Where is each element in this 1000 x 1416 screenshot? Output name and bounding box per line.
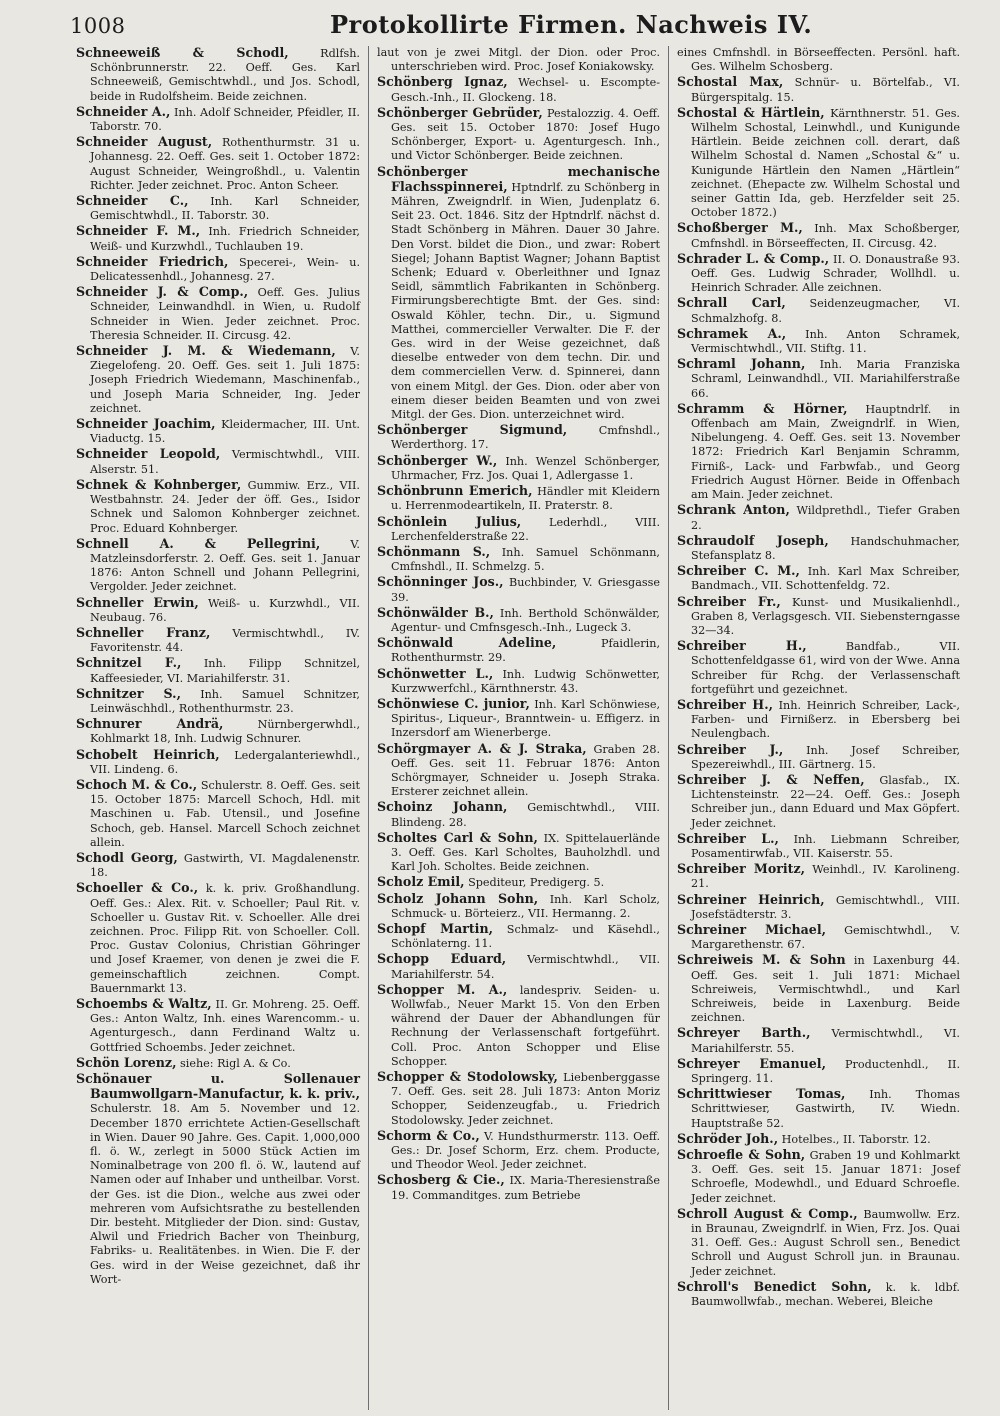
directory-entry bbox=[76, 285, 360, 343]
directory-entry bbox=[76, 224, 360, 253]
column-left bbox=[68, 46, 368, 1410]
firm-name: Schraml Johann, bbox=[677, 356, 806, 372]
directory-entry bbox=[76, 851, 360, 880]
entry-text: Inh. Karl Schönwiese, Spiritus-, Liqueur-, Branntwein- u. Effigerz. in Inzersdorf am Wienerberge. bbox=[391, 697, 661, 740]
directory-entry bbox=[677, 46, 960, 74]
entry-text: Graben 28. Oeff. Ges. seit 11. Februar 1876: Anton Schörgmayer, Schneider u. Joseph Straka. Ersterer zeichnet allein. bbox=[391, 742, 660, 799]
entry-text: Rothenthurmstr. 31 u. Johannesg. 22. Oeff. Ges. seit 1. October 1872: August Schneider, Weingroßhdl., u. Valentin Richter. Jeder zeichnet. Proc. Anton Scheer. bbox=[90, 136, 360, 192]
entry-text: V. Hundsthurmerstr. 113. Oeff. Ges.: Dr. Josef Schorm, Erz. chem. Producte, und Theodor Weol. Jeder zeichnet. bbox=[391, 1129, 661, 1172]
entry-text: Gummiw. Erz., VII. Westbahnstr. 24. Jeder der öff. Ges., Isidor Schnek und Salomon Kohnberger zeichnet. Proc. Eduard Kohnberger. bbox=[90, 478, 360, 535]
directory-entry bbox=[377, 423, 660, 452]
entry-text: Cmfnshdl., Werderthorg. 17. bbox=[391, 424, 661, 452]
column-middle bbox=[368, 46, 668, 1410]
firm-name: Schönninger Jos., bbox=[377, 574, 504, 590]
directory-entry bbox=[377, 454, 660, 483]
entry-text: Inh. Karl Scholz, Schmuck- u. Börteierz., VII. Hermanng. 2. bbox=[391, 892, 660, 920]
page-title: Protokollirte Firmen. Nachweis IV. bbox=[330, 10, 813, 39]
entry-text: II. Gr. Mohreng. 25. Oeff. Ges.: Anton Waltz, Inh. eines Warencomm.- u. Agenturgesch., dann Ferdinand Waltz u. Gottfried Schoembs. Jeder zeichnet. bbox=[90, 998, 360, 1054]
firm-name: Schreiber C. M., bbox=[677, 563, 800, 579]
directory-entry bbox=[76, 537, 360, 595]
firm-name: Schneider J. & Comp., bbox=[76, 284, 249, 300]
page-number: 1008 bbox=[70, 14, 126, 38]
directory-entry bbox=[677, 953, 960, 1025]
directory-entry bbox=[677, 639, 960, 697]
directory-entry bbox=[677, 1087, 960, 1131]
firm-name: Schostal & Härtlein, bbox=[677, 104, 825, 120]
entry-text: Inh. Filipp Schnitzel, Kaffeesieder, VI. Mariahilferstr. 31. bbox=[90, 657, 361, 685]
firm-name: Schönwälder B., bbox=[377, 604, 494, 620]
entry-text: Schnür- u. Börtelfab., VI. Bürgerspitalg. 15. bbox=[691, 76, 960, 104]
directory-entry bbox=[677, 327, 960, 356]
directory-entry bbox=[377, 667, 660, 696]
firm-name: Schreiber H., bbox=[677, 638, 807, 654]
directory-entry bbox=[677, 1057, 960, 1086]
entry-text: Lederhdl., VIII. Lerchenfelderstraße 22. bbox=[391, 515, 660, 543]
entry-text: Inh. Karl Schneider, Gemischtwhdl., II. Taborstr. 30. bbox=[90, 195, 361, 223]
firm-name: Schreyer Barth., bbox=[677, 1025, 811, 1041]
entry-text: Specerei-, Wein- u. Delicatessenhdl., Johannesg. 27. bbox=[90, 255, 361, 284]
firm-name: Schreiber H., bbox=[677, 696, 773, 712]
entry-text: Vermischtwhdl., VI. Mariahilferstr. 55. bbox=[691, 1027, 960, 1055]
entry-text: Weiß- u. Kurzwhdl., VII. Neubaug. 76. bbox=[90, 596, 360, 624]
directory-entry bbox=[677, 252, 960, 296]
firm-name: Scholz Johann Sohn, bbox=[377, 890, 539, 906]
firm-name: Schönberger Sigmund, bbox=[377, 422, 568, 438]
firm-name: Schneeweiß & Schodl, bbox=[76, 46, 289, 60]
firm-name: Schneider Joachim, bbox=[76, 416, 216, 432]
firm-name: Schneller Franz, bbox=[76, 624, 211, 640]
firm-name: Schneider C., bbox=[76, 193, 189, 209]
directory-entry bbox=[677, 1148, 960, 1206]
firm-name: Schönwiese C. junior, bbox=[377, 695, 530, 711]
directory-entry bbox=[76, 194, 360, 223]
entry-text: Ledergalanteriewhdl., VII. Lindeng. 6. bbox=[90, 748, 360, 776]
entry-text: V. Matzleinsdorferstr. 2. Oeff. Ges. seit 1. Januar 1876: Anton Schnell und Johann Pellegrini, Vergolder. Jeder zeichnet. bbox=[90, 537, 360, 594]
entry-text: Inh. Heinrich Schreiber, Lack-, Farben- und Firnißerz. in Ebersberg bei Neulengbach. bbox=[691, 698, 960, 741]
entry-text: Bandfab., VII. Schottenfeldgasse 61, wird von der Wwe. Anna Schreiber für Rchg. der Verlassenschaft fortgeführt und gezeichnet. bbox=[691, 640, 960, 696]
entry-text: Inh. Liebmann Schreiber, Posamentirwfab., VII. Kaiserstr. 55. bbox=[691, 832, 960, 860]
entry-text: Inh. Friedrich Schneider, Weiß- und Kurzwhdl., Tuchlauben 19. bbox=[90, 225, 360, 253]
firm-name: Schneider J. M. & Wiedemann, bbox=[76, 343, 336, 359]
firm-name: Schoinz Johann, bbox=[377, 799, 508, 815]
entry-text: II. O. Donaustraße 93. Oeff. Ges. Ludwig Schrader, Wollhdl. u. Heinrich Schrader. Alle zeichnen. bbox=[691, 252, 960, 295]
firm-name: Schneider A., bbox=[76, 103, 171, 119]
directory-entry bbox=[76, 478, 360, 536]
directory-entry bbox=[377, 165, 660, 423]
entry-text: V. Ziegelofeng. 20. Oeff. Ges. seit 1. Juli 1875: Joseph Friedrich Wiedemann, Maschinenfab., und Joseph Maria Schneider, Ing. Jeder zeichnet. bbox=[90, 345, 360, 415]
entry-text: Inh. Thomas Schrittwieser, Gastwirth, IV. Wiedn. Hauptstraße 52. bbox=[691, 1088, 960, 1130]
firm-name: Scholtes Carl & Sohn, bbox=[377, 829, 538, 845]
directory-entry bbox=[76, 1072, 360, 1287]
directory-entry bbox=[76, 687, 360, 716]
entry-text: Vermischtwhdl., IV. Favoritenstr. 44. bbox=[90, 626, 360, 655]
entry-text: Inh. Berthold Schönwälder, Agentur- und Cmfnsgesch.-Inh., Lugeck 3. bbox=[391, 606, 660, 634]
entry-text: Hauptndrlf. in Offenbach am Main, Zweigndrlf. in Wien, Nibelungeng. 4. Oeff. Ges. seit 13. November 1872: Friedrich Karl Benjamin Schramm, Firniß-, Lack- und Farbwfab., und Georg Friedrich August Hörner. Beide in Offenbach am Main. Jeder zeichnet. bbox=[691, 402, 960, 502]
firm-name: Schostal Max, bbox=[677, 74, 784, 90]
firm-name: Schrall Carl, bbox=[677, 295, 786, 311]
firm-name: Schönbrunn Emerich, bbox=[377, 483, 533, 499]
directory-entry bbox=[76, 447, 360, 476]
directory-entry bbox=[677, 743, 960, 772]
directory-entry bbox=[377, 545, 660, 574]
firm-name: Scholz Emil, bbox=[377, 874, 465, 890]
entry-text: k. k. ldbf. Baumwollwfab., mechan. Weberei, Bleiche bbox=[691, 1280, 960, 1309]
directory-entry bbox=[377, 1129, 660, 1173]
firm-name: Schreiner Heinrich, bbox=[677, 891, 825, 907]
entry-text: Schulerstr. 18. Am 5. November und 12. December 1870 errichtete Actien-Gesellschaft in Wien. Dauer 90 Jahre. Ges. Capit. 1,000,000 fl. ö. W., zerlegt in 5000 Stück Actien im Nominalbetrage von 200 fl. ö. W., lautend auf Namen oder auf Inhaber und untheilbar. Vorst. der Ges. ist die Dion., welche aus zwei oder mehreren vom Aufsichtsrathe zu bestellenden Dir. besteht. Mitglieder der Dion. sind: Gustav, Alwil und Friedrich Bacher von Theinburg, Fabriks- u. Realitätenbes. in Wien. Die F. der Ges. wird in der Weise gezeichnet, daß ihr Wort- bbox=[90, 1102, 360, 1286]
firm-name: Schönmann S., bbox=[377, 543, 491, 559]
entry-text: Vermischtwhdl., VIII. Alserstr. 51. bbox=[90, 448, 360, 476]
directory-entry bbox=[377, 106, 660, 164]
firm-name: Schoembs & Waltz, bbox=[76, 996, 212, 1011]
firm-name: Schnell A. & Pellegrini, bbox=[76, 535, 321, 551]
directory-entry bbox=[677, 773, 960, 831]
directory-entry bbox=[677, 402, 960, 502]
firm-name: Schreiber Fr., bbox=[677, 593, 781, 609]
entry-text: Hotelbes., II. Taborstr. 12. bbox=[781, 1132, 931, 1146]
entry-text: IX. Spittelauerlände 3. Oeff. Ges. Karl Scholtes, Bauholzhdl. und Karl Joh. Scholtes. Beide zeichnen. bbox=[391, 831, 661, 874]
entry-text: Weinhdl., IV. Karolineng. 21. bbox=[691, 863, 960, 891]
entry-text: Buchbinder, V. Griesgasse 39. bbox=[391, 576, 660, 604]
directory-entry bbox=[377, 46, 660, 74]
firm-name: Schreiber J. & Neffen, bbox=[677, 771, 865, 787]
directory-entry bbox=[76, 255, 360, 284]
entry-text: Gemischtwhdl., VIII. Blindeng. 28. bbox=[391, 801, 660, 829]
directory-entry bbox=[76, 626, 360, 655]
firm-name: Schroll's Benedict Sohn, bbox=[677, 1278, 872, 1294]
directory-entry bbox=[377, 697, 660, 741]
directory-entry bbox=[677, 1280, 960, 1309]
firm-name: Schröder Joh., bbox=[677, 1130, 779, 1146]
directory-entry bbox=[377, 515, 660, 544]
directory-entry bbox=[377, 606, 660, 635]
firm-name: Schosberg & Cie., bbox=[377, 1172, 505, 1188]
entry-text: Inh. Karl Max Schreiber, Bandmach., VII. Schottenfeldg. 72. bbox=[691, 565, 960, 593]
directory-entry bbox=[677, 357, 960, 401]
firm-name: Schneider F. M., bbox=[76, 223, 201, 239]
entry-text: Inh. Max Schoßberger, Cmfnshdl. in Börseeffecten, II. Circusg. 42. bbox=[691, 222, 960, 250]
directory-entry bbox=[76, 344, 360, 416]
directory-entry bbox=[76, 778, 360, 850]
directory-entry bbox=[76, 748, 360, 777]
directory-entry bbox=[677, 1026, 960, 1055]
firm-name: Schneller Erwin, bbox=[76, 594, 199, 610]
directory-entry bbox=[76, 46, 360, 104]
entry-text: Graben 19 und Kohlmarkt 3. Oeff. Ges. seit 15. Januar 1871: Josef Schroefle, Modewhdl., und Eduard Schroefle. Jeder zeichnet. bbox=[691, 1149, 960, 1205]
entry-text: Inh. Josef Schreiber, Spezereiwhdl., III. Gärtnerg. 15. bbox=[691, 743, 960, 771]
directory-entry bbox=[377, 1173, 660, 1202]
directory-entry bbox=[677, 503, 960, 532]
entry-text: Glasfab., IX. Lichtensteinstr. 22—24. Oeff. Ges.: Joseph Schreiber jun., dann Eduard und Max Göpfert. Jeder zeichnet. bbox=[691, 773, 960, 830]
directory-entry bbox=[677, 1207, 960, 1279]
directory-columns bbox=[68, 46, 968, 1410]
entry-text: Wechsel- u. Escompte-Gesch.-Inh., II. Glockeng. 18. bbox=[391, 76, 661, 104]
entry-text: Pestalozzig. 4. Oeff. Ges. seit 15. October 1870: Josef Hugo Schönberger, Export- u. Agenturgesch. Inh., und Victor Schönberger. Beide zeichnen. bbox=[391, 106, 661, 163]
entry-text: Rdlfsh. Schönbrunnerstr. 22. Oeff. Ges. Karl Schneeweiß, Gemischtwhdl., und Jos. Schodl, beide in Rudolfsheim. Beide zeichnen. bbox=[90, 47, 360, 103]
firm-name: Schnitzel F., bbox=[76, 655, 182, 671]
firm-name: Schörgmayer A. & J. Straka, bbox=[377, 740, 587, 756]
directory-entry bbox=[377, 922, 660, 951]
directory-entry bbox=[677, 221, 960, 250]
firm-name: Schnitzer S., bbox=[76, 685, 181, 701]
firm-name: Schraudolf Joseph, bbox=[677, 532, 829, 548]
firm-name: Schoeller & Co., bbox=[76, 880, 199, 896]
column-right bbox=[668, 46, 968, 1410]
entry-text: in Laxenburg 44. Oeff. Ges. seit 1. Juli 1871: Michael Schreiweis, Vermischtwhdl., und Karl Schreiweis, beide in Laxenburg. Beide zeichnen. bbox=[691, 954, 960, 1025]
directory-entry bbox=[377, 892, 660, 921]
directory-entry bbox=[677, 698, 960, 742]
entry-text: Inh. Adolf Schneider, Pfeidler, II. Taborstr. 70. bbox=[90, 105, 360, 134]
entry-text: Productenhdl., II. Springerg. 11. bbox=[691, 1057, 960, 1086]
entry-text: Schmalz- und Käsehdl., Schönlaterng. 11. bbox=[391, 922, 660, 951]
directory-entry bbox=[377, 484, 660, 513]
entry-text: Gastwirth, VI. Magdalenenstr. 18. bbox=[90, 851, 361, 880]
firm-name: Schreiber J., bbox=[677, 741, 784, 757]
directory-entry bbox=[677, 923, 960, 952]
firm-name: Schroll August & Comp., bbox=[677, 1205, 858, 1221]
entry-text: Inh. Ludwig Schönwetter, Kurzwwerfchl., Kärnthnerstr. 43. bbox=[391, 667, 660, 695]
entry-text: Kärnthnerstr. 51. Ges. Wilhelm Schostal, Leinwhdl., und Kunigunde Härtlein. Beide zeichnen coll. derart, daß Wilhelm Schostal d. Namen „Schostal &“ u. Kunigunde Härtlein den Namen „Härtlein“ zeichnet. (Ehepacte zw. Wilhelm Schostal und seiner Gattin Ida, geb. Herzfelder seit 25. October 1872.) bbox=[691, 106, 960, 220]
directory-entry bbox=[677, 862, 960, 891]
firm-name: Schodl Georg, bbox=[76, 849, 178, 865]
firm-name: Schönberger mechanische Flachsspinnerei, bbox=[377, 163, 660, 194]
firm-name: Schnurer Andrä, bbox=[76, 716, 224, 732]
firm-name: Schreiber L., bbox=[677, 830, 779, 846]
entry-text: siehe: Rigl A. & Co. bbox=[180, 1056, 291, 1070]
entry-text: Oeff. Ges. Julius Schneider, Leinwandhdl. in Wien, u. Rudolf Schneider in Wien. Jeder zeichnet. Proc. Theresia Schneider. II. Circusg. 42. bbox=[90, 286, 360, 342]
directory-entry bbox=[76, 1056, 360, 1071]
firm-name: Schoßberger M., bbox=[677, 220, 803, 236]
directory-entry bbox=[76, 997, 360, 1055]
directory-entry bbox=[76, 596, 360, 625]
firm-name: Schönberger W., bbox=[377, 452, 498, 468]
entry-text: k. k. priv. Großhandlung. Oeff. Ges.: Alex. Rit. v. Schoeller; Paul Rit. v. Schoeller u. Gustav Rit. v. Schoeller. Alle drei zeichnen. Proc. Filipp Rit. von Schoeller. Coll. Proc. Gustav Colonius, Christian Göhringer und Josef Kraemer, von denen je zwei die F. gemeinschaftlich zeichnen. Compt. Bauernmarkt 13. bbox=[90, 882, 360, 995]
firm-name: Schopper & Stodolowsky, bbox=[377, 1069, 558, 1085]
directory-entry bbox=[377, 636, 660, 665]
entry-text: eines Cmfnshdl. in Börseeffecten. Persönl. haft. Ges. Wilhelm Schosberg. bbox=[677, 46, 960, 74]
firm-name: Schramek A., bbox=[677, 325, 787, 341]
firm-name: Schreyer Emanuel, bbox=[677, 1055, 826, 1071]
directory-entry bbox=[377, 742, 660, 800]
entry-text: Schulerstr. 8. Oeff. Ges. seit 15. October 1875: Marcell Schoch, Hdl. mit Maschinen u. Fab. Utensil., und Josefine Schoch, geb. Hansel. Marcell Schoch zeichnet allein. bbox=[90, 778, 361, 849]
directory-entry bbox=[677, 106, 960, 221]
firm-name: Schramm & Hörner, bbox=[677, 400, 848, 416]
entry-text: Kleidermacher, III. Unt. Viaductg. 15. bbox=[90, 418, 360, 446]
firm-name: Schneider Leopold, bbox=[76, 446, 221, 462]
directory-entry bbox=[76, 717, 360, 746]
firm-name: Schreiweis M. & Sohn bbox=[677, 952, 846, 968]
directory-entry bbox=[677, 296, 960, 325]
directory-entry bbox=[76, 417, 360, 446]
entry-text: Spediteur, Predigerg. 5. bbox=[468, 876, 605, 890]
directory-entry bbox=[377, 800, 660, 829]
entry-text: landespriv. Seiden- u. Wollwfab., Neuer Markt 15. Von den Erben während der Dauer der Abhandlungen für Rechnung der Verlassenschaft fortgeführt. Coll. Proc. Anton Schopper und Elise Schopper. bbox=[391, 983, 660, 1068]
firm-name: Schönlein Julius, bbox=[377, 513, 522, 529]
firm-name: Schroefle & Sohn, bbox=[677, 1147, 806, 1163]
directory-entry bbox=[377, 575, 660, 604]
entry-text: Inh. Wenzel Schönberger, Uhrmacher, Frz. Jos. Quai 1, Adlergasse 1. bbox=[391, 454, 661, 482]
directory-entry bbox=[377, 831, 660, 875]
entry-text: Vermischtwhdl., VII. Mariahilferstr. 54. bbox=[391, 953, 660, 981]
firm-name: Schopper M. A., bbox=[377, 981, 508, 997]
directory-entry bbox=[377, 875, 660, 890]
firm-name: Schorm & Co., bbox=[377, 1127, 480, 1143]
entry-text: Inh. Samuel Schnitzer, Leinwäschhdl., Rothenthurmstr. 23. bbox=[90, 687, 360, 715]
firm-name: Schobelt Heinrich, bbox=[76, 746, 220, 762]
directory-entry bbox=[377, 75, 660, 104]
firm-name: Schnek & Kohnberger, bbox=[76, 476, 242, 492]
firm-name: Schönauer u. Sollenauer Baumwollgarn-Manufactur, k. k. priv., bbox=[76, 1071, 360, 1102]
firm-name: Schönberg Ignaz, bbox=[377, 74, 508, 90]
directory-entry bbox=[677, 1132, 960, 1147]
entry-text: Kunst- und Musikalienhdl., Graben 8, Verlagsgesch. VII. Siebensterngasse 32—34. bbox=[691, 595, 960, 637]
entry-text: Seidenzeugmacher, VI. Schmalzhofg. 8. bbox=[691, 297, 961, 325]
directory-entry bbox=[76, 135, 360, 193]
directory-entry bbox=[677, 534, 960, 563]
firm-name: Schönwald Adeline, bbox=[377, 635, 557, 651]
directory-entry bbox=[677, 564, 960, 593]
directory-entry bbox=[677, 595, 960, 639]
firm-name: Schönberger Gebrüder, bbox=[377, 104, 543, 120]
directory-entry bbox=[677, 893, 960, 922]
directory-entry bbox=[677, 75, 960, 104]
firm-name: Schopf Martin, bbox=[377, 920, 494, 936]
firm-name: Schneider August, bbox=[76, 134, 213, 150]
firm-name: Schrittwieser Tomas, bbox=[677, 1086, 846, 1102]
firm-name: Schneider Friedrich, bbox=[76, 253, 229, 269]
directory-entry bbox=[76, 881, 360, 996]
firm-name: Schrank Anton, bbox=[677, 502, 790, 518]
firm-name: Schopp Eduard, bbox=[377, 951, 507, 967]
firm-name: Schoch M. & Co., bbox=[76, 776, 198, 792]
entry-text: Hptndrlf. zu Schönberg in Mähren, Zweigndrlf. in Wien, Judenplatz 6. Seit 23. Oct. 1846. Sitz der Hptndrlf. nächst d. Stadt Schönberg in Mähren. Dauer 30 Jahre. Den Vorst. bildet die Dion., und zwar: Robert Siegel; Johann Baptist Wagner; Johann Baptist Schenk; Eduard v. Oberleithner und Ignaz Seidl, sämmtlich Fabrikanten in Schönberg. Firmirungsberechtigte Bmt. der Ges. sind: Oswald Köhler, techn. Dir., u. Sigmund Matthei, commercieller Verwalter. Die F. der Ges. wird in der Weise gezeichnet, daß dieselbe entweder von dem techn. Dir. und dem commerciellen Verw. d. Spinnerei, dann von einem Mitgl. der Ges. Dion. oder aber von einem dieser beiden Beamten und von zwei Mitgl. der Ges. Dion. unterzeichnet wird. bbox=[391, 180, 660, 422]
entry-text: Inh. Anton Schramek, Vermischtwhdl., VII. Stiftg. 11. bbox=[691, 327, 961, 356]
firm-name: Schön Lorenz, bbox=[76, 1054, 177, 1070]
directory-entry bbox=[377, 952, 660, 981]
entry-text: Nürnbergerwhdl., Kohlmarkt 18, Inh. Ludwig Schnurer. bbox=[90, 718, 361, 746]
entry-text: Handschuhmacher, Stefansplatz 8. bbox=[691, 534, 960, 562]
firm-name: Schrader L. & Comp., bbox=[677, 250, 830, 266]
entry-text: Gemischtwhdl., VIII. Josefstädterstr. 3. bbox=[691, 893, 960, 921]
entry-text: Inh. Samuel Schönmann, Cmfnshdl., II. Schmelzg. 5. bbox=[391, 545, 660, 574]
firm-name: Schreiber Moritz, bbox=[677, 861, 806, 877]
entry-text: laut von je zwei Mitgl. der Dion. oder Proc. unterschrieben wird. Proc. Josef Koniakowsky. bbox=[377, 46, 660, 74]
entry-text: Gemischtwhdl., V. Margarethenstr. 67. bbox=[691, 923, 961, 952]
firm-name: Schönwetter L., bbox=[377, 665, 494, 681]
entry-text: Inh. Maria Franziska Schraml, Leinwandhdl., VII. Mariahilferstraße 66. bbox=[691, 358, 960, 400]
entry-text: Baumwollw. Erz. in Braunau, Zweigndrlf. in Wien, Frz. Jos. Quai 31. Oeff. Ges.: August Schroll sen., Benedict Schroll und August Schroll jun. in Braunau. Jeder zeichnet. bbox=[691, 1207, 961, 1278]
entry-text: IX. Maria-Theresienstraße 19. Commanditges. zum Betriebe bbox=[391, 1174, 660, 1202]
directory-entry bbox=[377, 983, 660, 1069]
entry-text: Händler mit Kleidern u. Herrenmodeartikeln, II. Praterstr. 8. bbox=[391, 485, 661, 513]
directory-entry bbox=[377, 1070, 660, 1128]
directory-entry bbox=[677, 832, 960, 861]
entry-text: Wildprethdl., Tiefer Graben 2. bbox=[691, 504, 960, 532]
entry-text: Pfaidlerin, Rothenthurmstr. 29. bbox=[391, 637, 660, 665]
entry-text: Liebenberggasse 7. Oeff. Ges. seit 28. Juli 1873: Anton Moriz Schopper, Seidenzeugfab., u. Friedrich Stodolowsky. Jeder zeichnet. bbox=[391, 1071, 660, 1127]
directory-entry bbox=[76, 656, 360, 685]
directory-entry bbox=[76, 105, 360, 134]
firm-name: Schreiner Michael, bbox=[677, 921, 826, 937]
